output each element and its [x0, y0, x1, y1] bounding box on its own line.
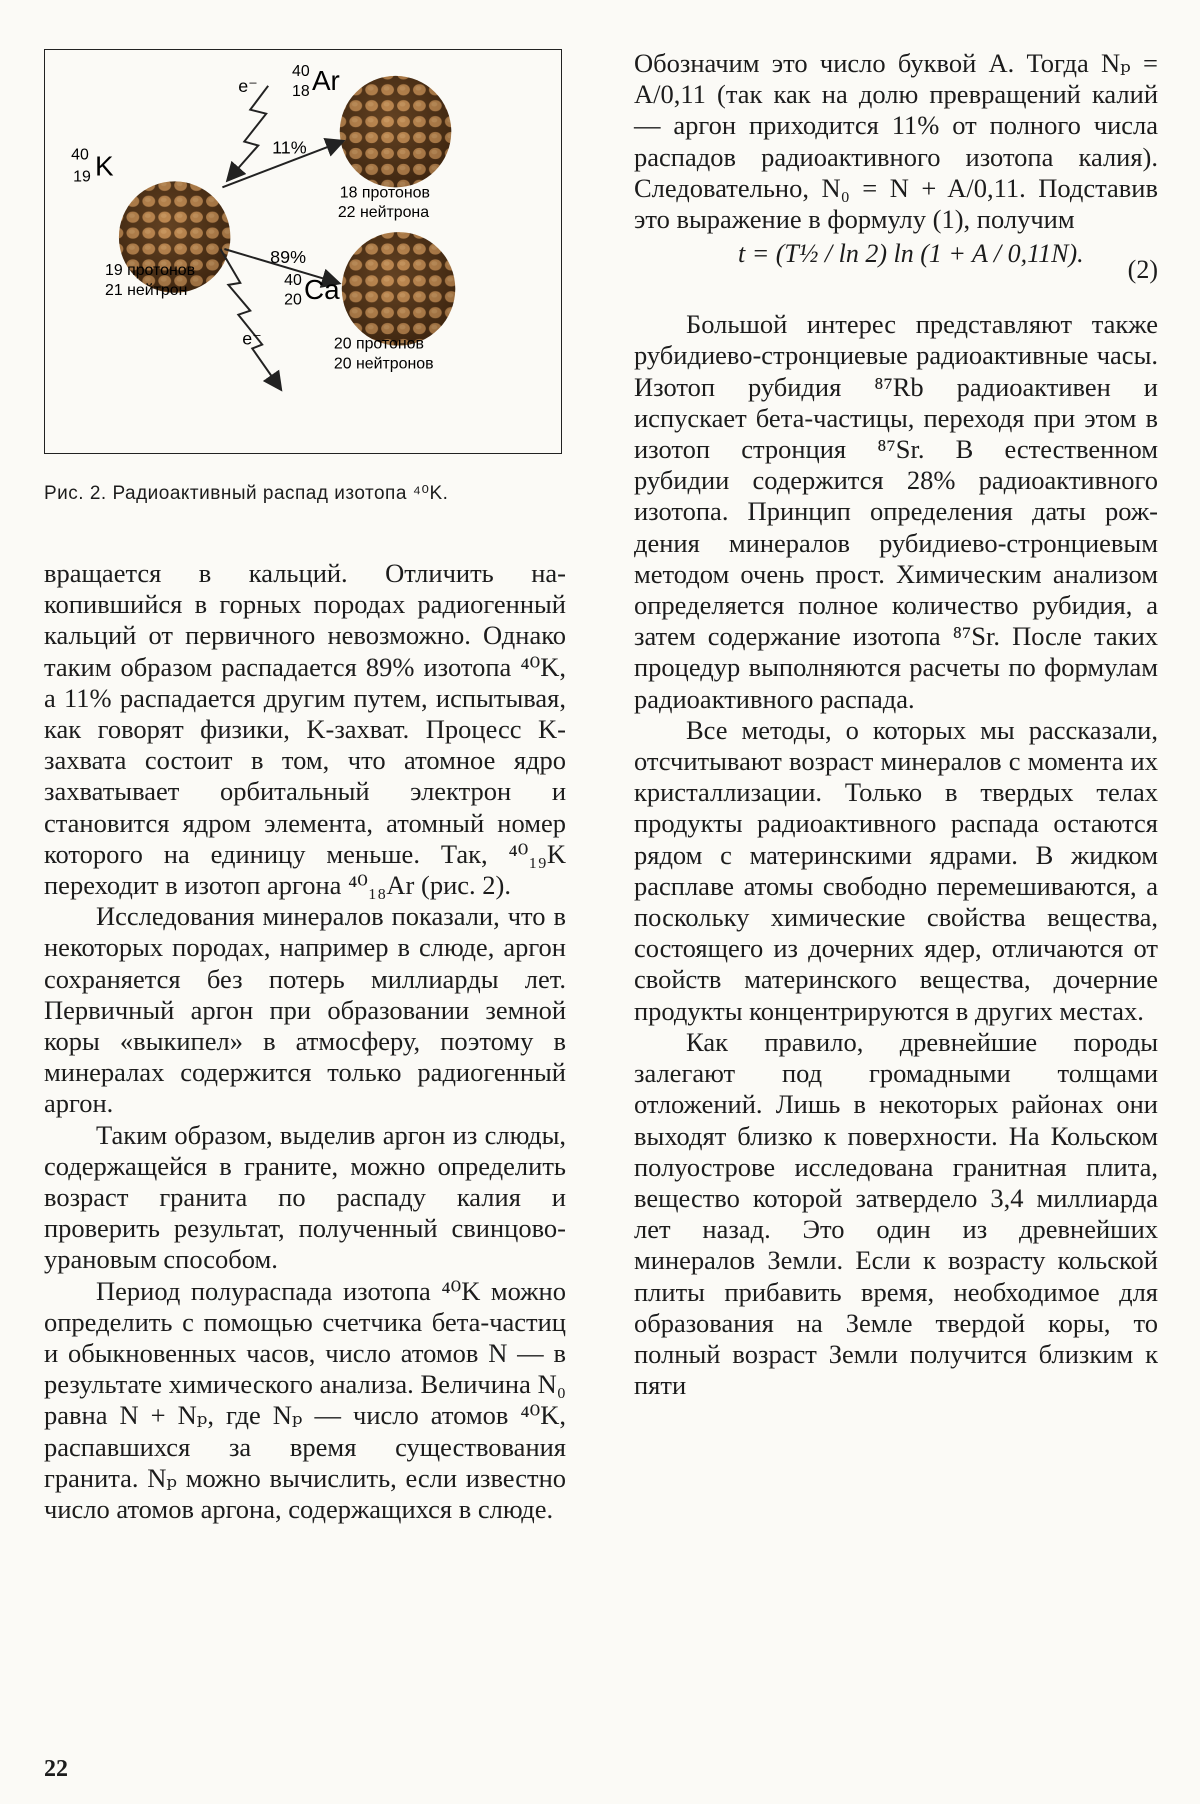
- figure-caption: Рис. 2. Радиоактивный распад изотопа ⁴⁰K.: [44, 483, 449, 504]
- ca-mass-label: 40: [284, 271, 302, 289]
- paragraph: Как правило, древнейшие породы залегают под громадными толщами отложений. Лишь в некоторых районах они выходят близко к поверхности. На Кольском полуострове исследована гранитная плита, вещество которой затвердело 3,4 миллиарда лет назад. Это один из древнейших минералов Земли. Если к возрасту кольской плиты прибавить время, необходимое для образования на Земле твердой коры, то полный возраст Земли получится близким к пяти: [634, 1026, 1158, 1401]
- ca-symbol-label: Ca: [303, 273, 340, 305]
- k-protons-label: 19 протонов: [104, 261, 196, 279]
- ca-charge-label: 20: [284, 291, 302, 309]
- paragraph: Таким образом, выделив аргон из слюды, содержащейся в граните, можно определить возраст гранита по распаду калия и проверить результат, полученный свинцово-урановым способом.: [44, 1119, 566, 1275]
- paragraph: Все методы, о которых мы рассказали, отсчитывают возраст минералов с момента их кристаллизации. Только в твердых телах продукты радиоактивного распада остаются рядом с материнскими ядрами. В жидком расплаве атомы свободно перемешиваются, а поскольку химические свойства вещества, состоящего из дочерних ядер, отличаются от свойств материнского вещества, дочерние продукты концентрируются в других местах.: [634, 714, 1158, 1026]
- figure-decay-diagram: [44, 49, 562, 454]
- left-column: [44, 558, 566, 1525]
- paragraph: Период полураспада изотопа ⁴⁰K можно определить с помощью счетчика бета-частиц и обыкновенных часов, число атомов N — в результате химического анализа. Величина N₀ равна N + Nₚ, где Nₚ — число атомов ⁴⁰K, распавшихся за время существования гранита. Nₚ можно вычислить, если известно число атомов аргона, содержащихся в слюде.: [44, 1275, 566, 1525]
- k-mass-label: 40: [71, 146, 89, 164]
- formula-expression: t = (T½ / ln 2) ln (1 + A / 0,11N).: [738, 239, 1084, 269]
- ar-neutrons-label: 22 нейтрона: [337, 204, 430, 222]
- electron-top-label: e⁻: [238, 75, 258, 96]
- ar-symbol-label: Ar: [311, 64, 340, 96]
- paragraph: Исследования минералов показали, что в некоторых породах, например в слюде, аргон сохраняется без потерь миллиарды лет. Первичный аргон при образовании земной коры «выкипел» в атмосферу, поэтому в минералах содержится только радиогенный аргон.: [44, 901, 566, 1119]
- k-charge-label: 19: [73, 168, 91, 186]
- electron-bottom-label: e⁻: [242, 328, 262, 349]
- calcium-nucleus: [342, 232, 455, 345]
- beta-emission-zigzag: [220, 249, 280, 388]
- right-column: [634, 48, 1158, 1401]
- electron-capture-zigzag: [228, 86, 268, 180]
- ar-charge-label: 18: [292, 82, 310, 100]
- paragraph: вращается в кальций. Отличить накопившийся в горных породах радиогенный кальций от первичного невозможно. Однако таким образом распадается 89% изотопа ⁴⁰K, а 11% распадается другим путем, испытывая, как говорят физики, K-захват. Процесс K-захвата состоит в том, что атомное ядро захватывает орбитальный электрон и становится ядром элемента, атомный номер которого на единицу меньше. Так, ⁴⁰₁₉K переходит в изотоп аргона ⁴⁰₁₈Ar (рис. 2).: [44, 558, 566, 901]
- page-number: 22: [44, 1756, 68, 1782]
- k-symbol-label: K: [95, 150, 114, 182]
- decay-diagram-svg: [45, 50, 561, 453]
- ar-protons-label: 18 протонов: [339, 184, 430, 202]
- pct-argon-label: 11%: [272, 137, 307, 158]
- ca-protons-label: 20 протонов: [333, 335, 424, 353]
- paragraph: Обозначим это число буквой A. Тогда Nₚ = A/0,11 (так как на долю превращений калий — аргон приходится 11% от полного числа распадов радиоактивного изотопа калия). Следовательно, N₀ = N + A/0,11. Подставив это выражение в формулу (1), получим: [634, 48, 1158, 235]
- formula-2: [634, 235, 1158, 309]
- ca-neutrons-label: 20 нейтронов: [333, 355, 434, 373]
- argon-nucleus: [340, 76, 451, 187]
- formula-number: (2): [1127, 255, 1158, 285]
- paragraph: Большой интерес представляют также рубидиево-стронциевые радиоактивные часы. Изотоп рубидия ⁸⁷Rb радиоактивен и испускает бета-частицы, переходя при этом в изотоп стронция ⁸⁷Sr. В естественном рубидии содержится 28% радиоактивного изотопа. Принцип определения даты рождения минералов рубидиево-стронциевым методом очень прост. Химическим анализом определяется полное количество рубидия, а затем содержание изотопа ⁸⁷Sr. После таких процедур выполняются расчеты по формулам радиоактивного распада.: [634, 309, 1158, 714]
- ar-mass-label: 40: [292, 62, 310, 80]
- k-neutrons-label: 21 нейтрон: [104, 281, 188, 299]
- pct-calcium-label: 89%: [270, 246, 307, 267]
